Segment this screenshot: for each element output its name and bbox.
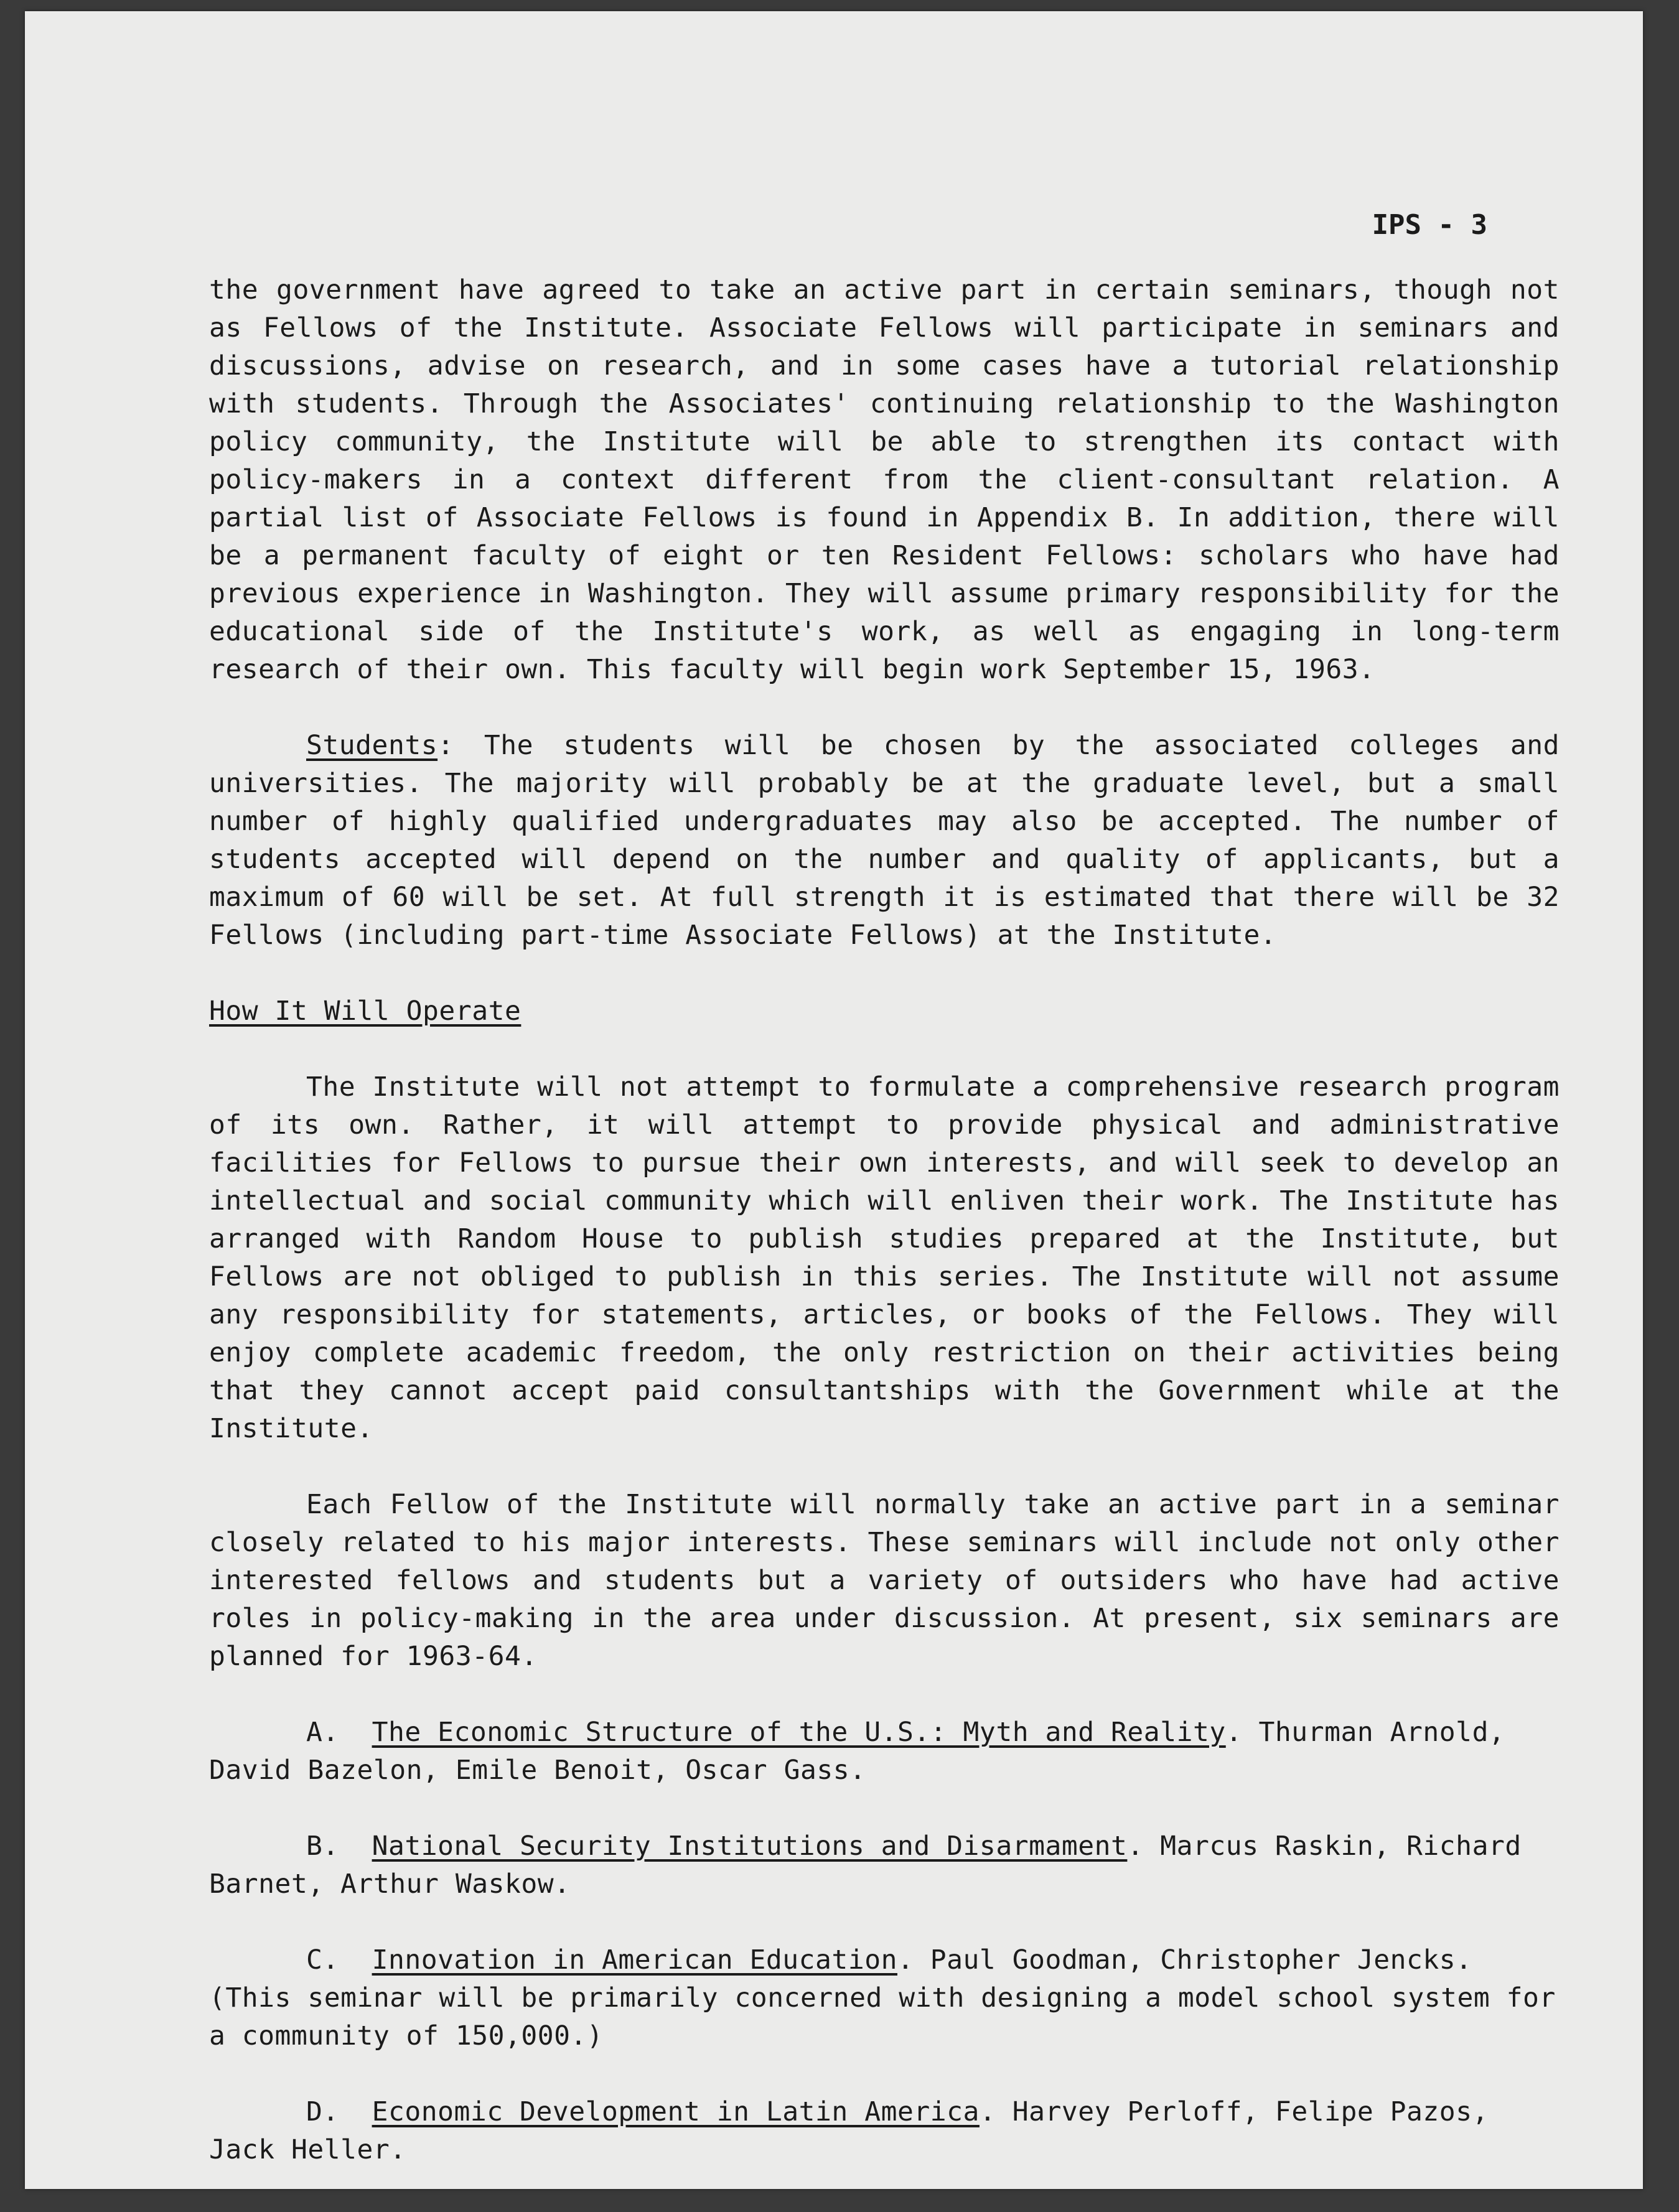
students-label: Students [306,730,438,761]
seminar-participants: . Harvey Perloff, Felipe Pazos, Jack Heller. [209,2096,1489,2165]
operation-paragraph-1: The Institute will not attempt to formulate a comprehensive research program of its own. Rather, it will attempt to provide physical and administrative facilities for Fellows to pursue their own interests, and will seek to develop an intellectual and social community which will enliven their work. The Institute has arranged with Random House to publish studies prepared at the Institute, but Fellows are not obliged to publish in this series. The Institute will not assume any responsibility for statements, articles, or books of the Fellows. They will enjoy complete academic freedom, the only restriction on their activities being that they cannot accept paid consultantships with the Government while at the Institute. [209,1071,1560,1444]
seminar-title: National Security Institutions and Disarmament [372,1831,1128,1862]
seminar-item-d [209,2093,1560,2169]
students-text: : The students will be chosen by the associated colleges and universities. The majority will probably be at the graduate level, but a small number of highly qualified undergraduates may also be accepted. The number of students accepted will depend on the number and quality of applicants, but a maximum of 60 will be set. At full strength it is estimated that there will be 32 Fellows (including part-time Associate Fellows) at the Institute. [209,730,1560,951]
seminar-item-a [209,1714,1560,1790]
seminar-letter: D. [306,2096,339,2127]
seminar-letter: A. [306,1717,339,1748]
seminar-letter: B. [306,1831,339,1862]
seminar-participants: . Marcus Raskin, Richard Barnet, Arthur Waskow. [209,1831,1522,1900]
seminar-item-b [209,1827,1560,1903]
seminar-participants: . Thurman Arnold, David Bazelon, Emile Benoit, Oscar Gass. [209,1717,1505,1786]
seminar-letter: C. [306,1944,339,1976]
seminar-title: The Economic Structure of the U.S.: Myth and Reality [372,1717,1226,1748]
page-number-header: IPS - 3 [1372,209,1487,241]
seminar-title: Economic Development in Latin America [372,2096,980,2127]
intro-paragraph: the government have agreed to take an active part in certain seminars, though not as Fellows of the Institute. Associate Fellows will participate in seminars and discussions, advise on research, and in some cases have a tutorial relationship with students. Through the Associates' continuing relationship to the Washington policy community, the Institute will be able to strengthen its contact with policy-makers in a context different from the client-consultant relation. A partial list of Associate Fellows is found in Appendix B. In addition, there will be a permanent faculty of eight or ten Resident Fellows: scholars who have had previous experience in Washington. They will assume primary responsibility for the educational side of the Institute's work, as well as engaging in long-term research of their own. This faculty will begin work September 15, 1963. [209,274,1560,685]
seminar-participants: . Paul Goodman, Christopher Jencks. (This seminar will be primarily concerned with designing a model school system for a community of 150,000.) [209,1944,1556,2051]
document-body [209,271,1560,2189]
operation-paragraph-2: Each Fellow of the Institute will normally take an active part in a seminar closely related to his major interests. These seminars will include not only other interested fellows and students but a variety of outsiders who have had active roles in policy-making in the area under discussion. At present, six seminars are planned for 1963-64. [209,1489,1560,1672]
document-page [25,11,1643,2189]
section-heading [209,992,1560,1030]
section-heading-text: How It Will Operate [209,996,521,1027]
seminar-title: Innovation in American Education [372,1944,897,1976]
seminar-item-c [209,1941,1560,2055]
students-paragraph [209,727,1560,954]
